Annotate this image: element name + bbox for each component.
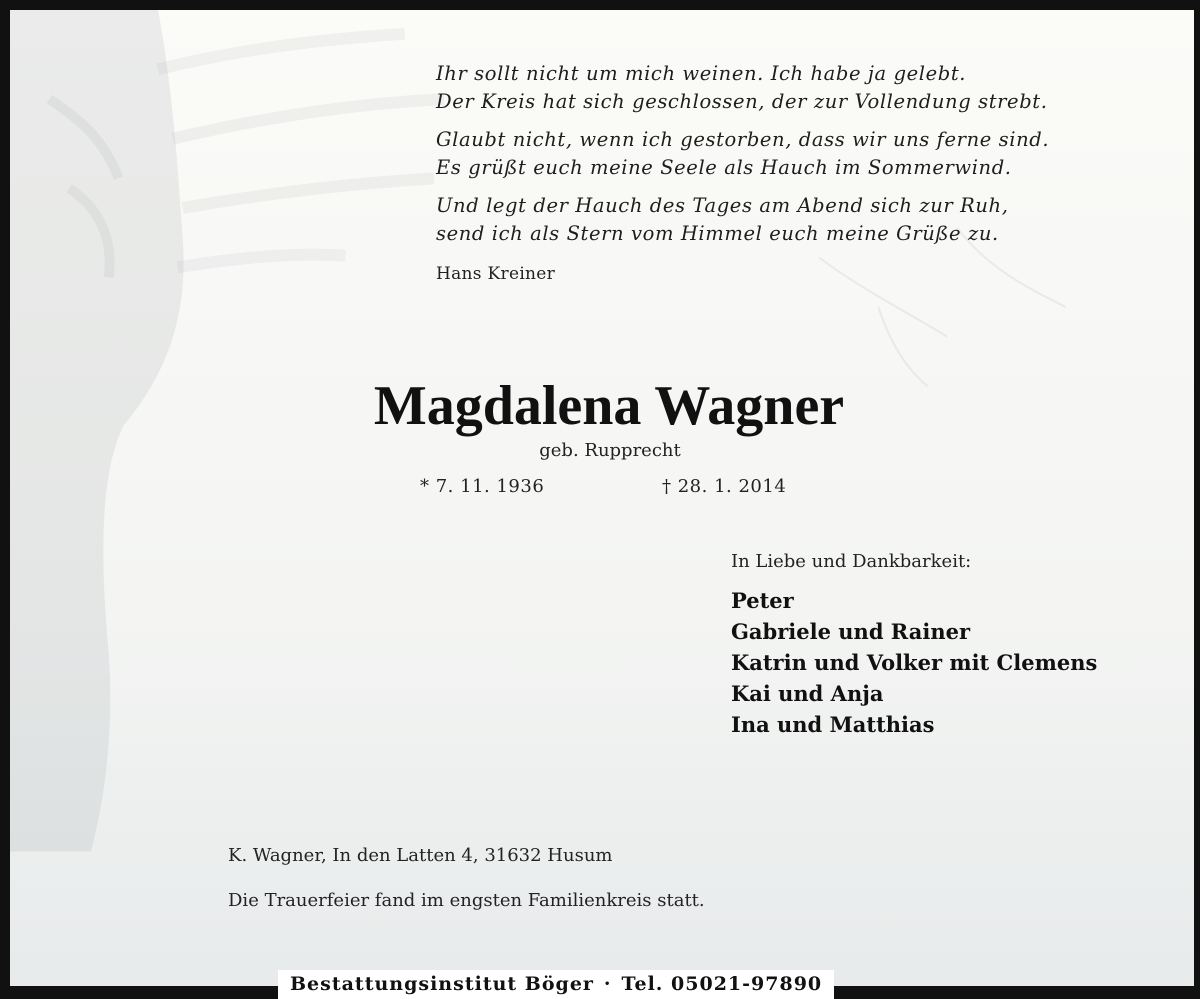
poem-line: Es grüßt euch meine Seele als Hauch im Sommerwind. (436, 156, 1012, 179)
poem-author: Hans Kreiner (436, 264, 556, 284)
birth-name: geb. Rupprecht (539, 440, 681, 461)
birth-date: * 7. 11. 1936 (420, 476, 545, 497)
mourner-name: Ina und Matthias (731, 712, 935, 737)
poem-stanza (436, 192, 1049, 248)
poem-line: Der Kreis hat sich geschlossen, der zur Vollendung strebt. (436, 90, 1048, 113)
poem-line: Und legt der Hauch des Tages am Abend sich zur Ruh, (436, 194, 1009, 217)
poem-line: send ich als Stern vom Himmel euch meine Grüße zu. (436, 222, 999, 245)
mourner-name: Peter (731, 588, 794, 613)
funeral-home-footer (278, 970, 834, 999)
mourner-name: Gabriele und Rainer (731, 619, 971, 644)
funeral-home-name: Bestattungsinstitut Böger (290, 973, 594, 995)
poem-stanza (436, 60, 1049, 116)
contact-address: K. Wagner, In den Latten 4, 31632 Husum (228, 845, 613, 866)
funeral-home-phone: Tel. 05021-97890 (621, 973, 823, 995)
mourner-name: Kai und Anja (731, 681, 884, 706)
poem-line: Glaubt nicht, wenn ich gestorben, dass wir uns ferne sind. (436, 128, 1050, 151)
deceased-name: Magdalena Wagner (373, 375, 845, 437)
poem (436, 60, 1049, 258)
poem-stanza (436, 126, 1049, 182)
funeral-note: Die Trauerfeier fand im engsten Familienkreis statt. (228, 890, 705, 911)
mourner-name: Katrin und Volker mit Clemens (731, 650, 1098, 675)
mourners-intro: In Liebe und Dankbarkeit: (731, 551, 972, 572)
death-date: † 28. 1. 2014 (662, 476, 787, 497)
mourners-list (731, 585, 1097, 740)
footer-separator: · (603, 973, 612, 995)
poem-line: Ihr sollt nicht um mich weinen. Ich habe ja gelebt. (436, 62, 967, 85)
